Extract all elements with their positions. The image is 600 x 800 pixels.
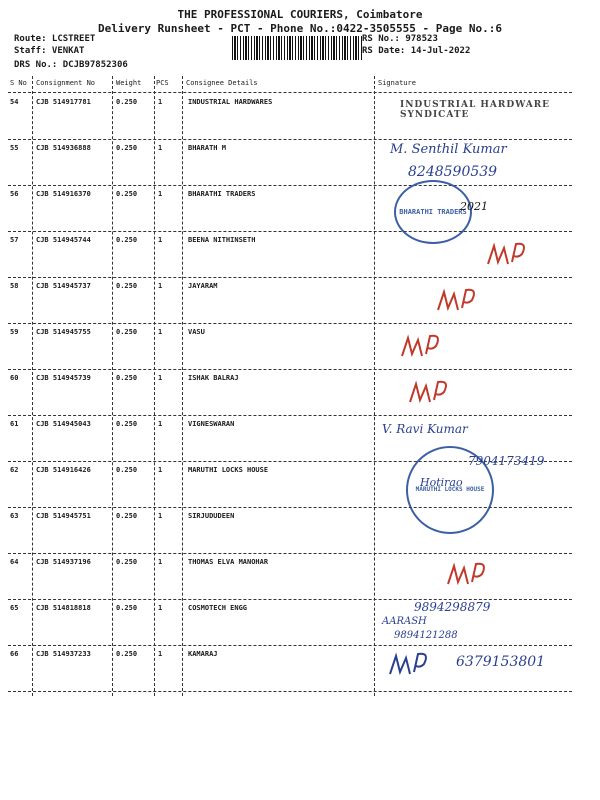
cell-sno: 64 — [10, 558, 19, 566]
table-row — [8, 94, 572, 140]
handwritten-phone: 6379153801 — [456, 654, 546, 670]
signature-cell — [380, 454, 570, 508]
cell-consignment: CJB 514945739 — [36, 374, 91, 382]
row-divider — [8, 691, 572, 692]
signature-cell — [380, 600, 570, 646]
col-header-signature: Signature — [378, 79, 416, 87]
cell-pcs: 1 — [158, 236, 163, 244]
cell-pcs: 1 — [158, 512, 163, 520]
signature-mark — [406, 376, 466, 408]
signature-cell — [380, 94, 570, 140]
cell-consignment: CJB 514945751 — [36, 512, 91, 520]
table-row — [8, 454, 572, 508]
cell-pcs: 1 — [158, 374, 163, 382]
cell-sno: 54 — [10, 98, 19, 106]
handwritten-date: 2021 — [460, 200, 488, 213]
maruthi-locks-stamp-text: MARUTHI LOCKS HOUSE — [415, 486, 485, 493]
col-header-sno: S No — [10, 79, 27, 87]
table-row — [8, 278, 572, 324]
cell-sno: 66 — [10, 650, 19, 658]
cell-consignee: JAYARAM — [188, 282, 218, 290]
company-stamp-text: INDUSTRIAL HARDWARE SYNDICATE — [400, 100, 551, 120]
cell-pcs: 1 — [158, 604, 163, 612]
signature-cell — [380, 232, 570, 278]
cell-consignment: CJB 514937233 — [36, 650, 91, 658]
handwritten-phone: 9894121288 — [394, 630, 458, 641]
cell-consignment: CJB 514945744 — [36, 236, 91, 244]
cell-sno: 63 — [10, 512, 19, 520]
table-row — [8, 324, 572, 370]
cell-consignment: CJB 514818818 — [36, 604, 91, 612]
table-row — [8, 140, 572, 186]
signature-cell — [380, 370, 570, 416]
cell-weight: 0.250 — [116, 98, 138, 106]
signature-cell — [380, 646, 570, 692]
handwritten-name: V. Ravi Kumar — [382, 422, 468, 436]
table-row — [8, 186, 572, 232]
cell-pcs: 1 — [158, 558, 163, 566]
handwritten-name: AARASH — [382, 616, 427, 627]
signature-mark — [434, 284, 494, 316]
cell-consignment: CJB 514945755 — [36, 328, 91, 336]
header-divider — [8, 92, 572, 93]
cell-consignment: CJB 514936888 — [36, 144, 91, 152]
cell-consignment: CJB 514945737 — [36, 282, 91, 290]
cell-sno: 55 — [10, 144, 19, 152]
cell-consignment: CJB 514916370 — [36, 190, 91, 198]
signature-cell — [380, 554, 570, 600]
cell-weight: 0.250 — [116, 558, 138, 566]
runsheet-title: Delivery Runsheet - PCT - Phone No.:0422-3505555 - Page No.:6 — [98, 22, 502, 35]
table-row — [8, 554, 572, 600]
table-row — [8, 370, 572, 416]
cell-pcs: 1 — [158, 98, 163, 106]
col-header-consignment: Consignment No — [36, 79, 96, 87]
cell-pcs: 1 — [158, 328, 163, 336]
cell-weight: 0.250 — [116, 466, 138, 474]
cell-sno: 61 — [10, 420, 19, 428]
cell-pcs: 1 — [158, 282, 163, 290]
cell-consignee: VASU — [188, 328, 205, 336]
cell-sno: 62 — [10, 466, 19, 474]
cell-consignee: KAMARAJ — [188, 650, 218, 658]
cell-consignment: CJB 514917781 — [36, 98, 91, 106]
handwritten-phone: 7904173419 — [468, 454, 545, 468]
signature-cell — [380, 508, 570, 554]
cell-pcs: 1 — [158, 144, 163, 152]
cell-pcs: 1 — [158, 650, 163, 658]
cell-consignee: THOMAS ELVA MANOHAR — [188, 558, 269, 566]
cell-weight: 0.250 — [116, 650, 138, 658]
signature-mark — [398, 330, 458, 362]
cell-consignee: BEENA NITHINSETH — [188, 236, 256, 244]
cell-consignee: SIRJUDUDEEN — [188, 512, 235, 520]
table-row — [8, 600, 572, 646]
cell-sno: 60 — [10, 374, 19, 382]
cell-consignee: ISHAK BALRAJ — [188, 374, 239, 382]
cell-weight: 0.250 — [116, 420, 138, 428]
cell-consignee: BHARATH M — [188, 144, 226, 152]
cell-weight: 0.250 — [116, 282, 138, 290]
cell-weight: 0.250 — [116, 190, 138, 198]
col-header-pcs: PCS — [156, 79, 169, 87]
company-title: THE PROFESSIONAL COURIERS, Coimbatore — [177, 8, 423, 21]
cell-weight: 0.250 — [116, 328, 138, 336]
cell-weight: 0.250 — [116, 236, 138, 244]
signature-mark — [444, 558, 504, 590]
cell-pcs: 1 — [158, 190, 163, 198]
cell-sno: 59 — [10, 328, 19, 336]
cell-weight: 0.250 — [116, 374, 138, 382]
cell-consignment: CJB 514916426 — [36, 466, 91, 474]
handwritten-name: Hotirao — [420, 476, 463, 489]
table-row — [8, 646, 572, 692]
col-header-weight: Weight — [116, 79, 142, 87]
handwritten-phone: 9894298879 — [414, 600, 491, 614]
drs-label: DRS No.: DCJB97852306 — [14, 60, 128, 70]
signature-mark — [484, 238, 544, 270]
cell-weight: 0.250 — [116, 604, 138, 612]
barcode — [232, 36, 364, 60]
cell-consignee: MARUTHI LOCKS HOUSE — [188, 466, 269, 474]
cell-pcs: 1 — [158, 466, 163, 474]
signature-cell — [380, 278, 570, 324]
cell-consignment: CJB 514945043 — [36, 420, 91, 428]
route-label: Route: LCSTREET — [14, 34, 96, 44]
cell-pcs: 1 — [158, 420, 163, 428]
rs-date: RS Date: 14-Jul-2022 — [362, 46, 471, 56]
cell-weight: 0.250 — [116, 512, 138, 520]
cell-consignee: COSMOTECH ENGG — [188, 604, 248, 612]
table-row — [8, 508, 572, 554]
cell-sno: 58 — [10, 282, 19, 290]
table-row — [8, 232, 572, 278]
signature-cell — [380, 140, 570, 186]
cell-consignment: CJB 514937196 — [36, 558, 91, 566]
staff-label: Staff: VENKAT — [14, 46, 85, 56]
cell-sno: 57 — [10, 236, 19, 244]
handwritten-phone: 8248590539 — [408, 164, 498, 180]
cell-weight: 0.250 — [116, 144, 138, 152]
col-header-consignee: Consignee Details — [186, 79, 258, 87]
bharathi-traders-stamp-text: BHARATHI TRADERS — [399, 208, 467, 216]
signature-cell — [380, 324, 570, 370]
signature-mark — [386, 648, 446, 680]
cell-consignee: BHARATHI TRADERS — [188, 190, 256, 198]
cell-sno: 65 — [10, 604, 19, 612]
handwritten-name: M. Senthil Kumar — [390, 142, 507, 157]
signature-cell — [380, 186, 570, 232]
cell-consignee: VIGNESWARAN — [188, 420, 235, 428]
cell-consignee: INDUSTRIAL HARDWARES — [188, 98, 273, 106]
runsheet-table — [8, 76, 572, 696]
rs-number: RS No.: 978523 — [362, 34, 438, 44]
cell-sno: 56 — [10, 190, 19, 198]
